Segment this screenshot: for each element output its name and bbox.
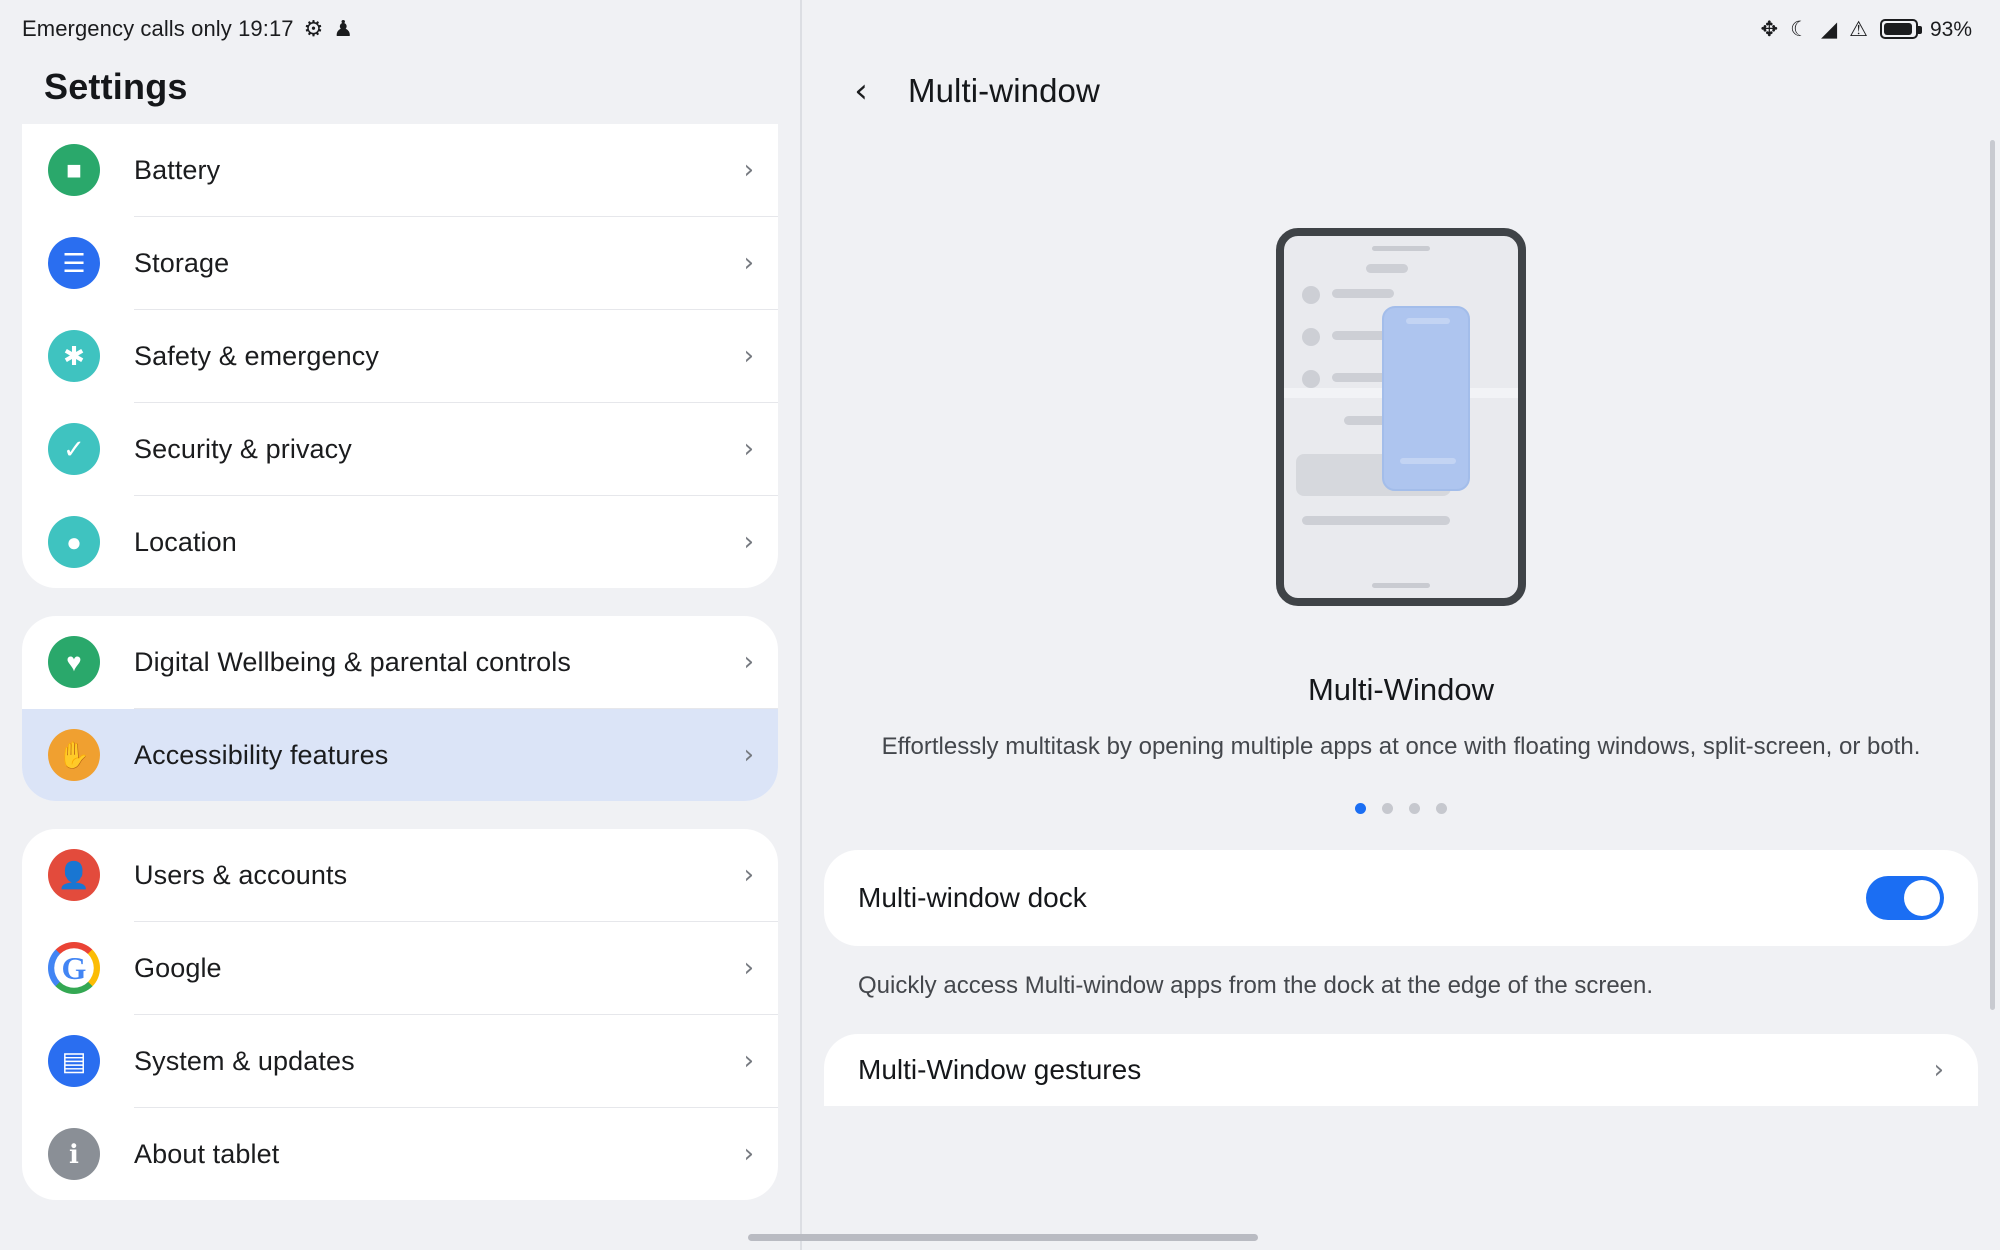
chevron-right-icon: › xyxy=(1933,1054,1944,1085)
chevron-left-icon[interactable]: ‹ xyxy=(854,71,868,111)
list-item-wrap xyxy=(22,1015,778,1108)
sidebar-item-label: System & updates xyxy=(134,1045,355,1076)
sidebar-item-label: Accessibility features xyxy=(134,739,389,770)
illustration-home-indicator xyxy=(1372,583,1430,588)
page-dot-2[interactable] xyxy=(1382,803,1393,814)
sidebar-item-label: Location xyxy=(134,526,237,557)
status-text: Emergency calls only 19:17 xyxy=(22,16,294,41)
gear-icon: ⚙ xyxy=(303,16,324,41)
multi-window-detail-pane xyxy=(802,0,2000,1250)
shield-check-icon: ✓ xyxy=(48,423,100,475)
page-dot-1[interactable] xyxy=(1355,803,1366,814)
asterisk-icon: ✱ xyxy=(48,330,100,382)
vertical-scrollbar[interactable] xyxy=(1990,140,1995,1010)
list-item-wrap xyxy=(22,922,778,1015)
page-title: Settings xyxy=(44,66,188,107)
sidebar-item-label: Storage xyxy=(134,247,230,278)
list-item-wrap xyxy=(22,403,778,496)
hero-description: Effortlessly multitask by opening multiple apps at once with floating windows, split-screen, or both. xyxy=(881,733,1921,760)
illustration-line xyxy=(1406,318,1450,324)
chevron-right-icon: › xyxy=(743,1139,754,1169)
detail-title: Multi-window xyxy=(908,72,1100,109)
setting-row-multi-window-dock[interactable] xyxy=(824,850,1978,946)
chevron-right-icon: › xyxy=(743,155,754,185)
sidebar-item-battery[interactable] xyxy=(22,124,778,216)
sidebar-item-label: Digital Wellbeing & parental controls xyxy=(134,646,571,677)
sidebar-item-label: Users & accounts xyxy=(134,859,348,890)
sidebar-item-label: About tablet xyxy=(134,1138,280,1169)
list-item-wrap xyxy=(22,310,778,403)
tablet-floating-window-illustration xyxy=(1276,228,1526,606)
list-item-wrap xyxy=(22,496,778,588)
list-item-wrap xyxy=(22,709,778,801)
sidebar-item-security-privacy[interactable] xyxy=(22,403,778,495)
wifi-icon: ◢ xyxy=(1820,17,1838,41)
list-item-wrap xyxy=(22,616,778,709)
battery-percent-label: 93% xyxy=(1929,17,1972,41)
system-updates-icon: ▤ xyxy=(48,1035,100,1087)
do-not-disturb-moon-icon: ☾ xyxy=(1790,17,1809,41)
list-item-wrap xyxy=(22,1108,778,1200)
bluetooth-icon: ✥ xyxy=(1760,17,1779,41)
setting-label: Multi-window dock xyxy=(858,881,1087,913)
sidebar-item-google[interactable] xyxy=(22,922,778,1014)
sidebar-item-label: Security & privacy xyxy=(134,433,352,464)
hero-title: Multi-Window xyxy=(1307,672,1495,707)
illustration-line xyxy=(1332,289,1394,298)
sidebar-item-label: Battery xyxy=(134,154,221,185)
status-bar-left xyxy=(0,0,800,58)
settings-list xyxy=(0,124,800,1200)
multi-window-dock-toggle[interactable] xyxy=(1866,876,1944,920)
location-pin-icon: ● xyxy=(48,516,100,568)
page-dot-3[interactable] xyxy=(1409,803,1420,814)
list-item-wrap xyxy=(22,124,778,217)
horizontal-scrollbar[interactable] xyxy=(748,1234,1258,1241)
alert-icon: ⚠ xyxy=(1849,17,1868,41)
list-item-wrap xyxy=(22,829,778,922)
sidebar-item-safety-emergency[interactable] xyxy=(22,310,778,402)
sidebar-item-label: Safety & emergency xyxy=(134,340,379,371)
info-tablet-icon: ℹ xyxy=(48,1128,100,1180)
sidebar-item-location[interactable] xyxy=(22,496,778,588)
illustration-floating-window xyxy=(1382,306,1470,491)
detail-header xyxy=(802,58,2000,122)
chevron-right-icon: › xyxy=(743,953,754,983)
google-logo-icon xyxy=(48,942,100,994)
accessibility-hand-icon: ✋ xyxy=(48,729,100,781)
sidebar-item-accessibility-features[interactable] xyxy=(22,709,778,801)
list-item-wrap xyxy=(22,217,778,310)
illustration-avatar-dot xyxy=(1302,328,1320,346)
sidebar-item-about-tablet[interactable] xyxy=(22,1108,778,1200)
chevron-right-icon: › xyxy=(743,647,754,677)
settings-group-1 xyxy=(22,124,778,588)
carousel-page-dots[interactable] xyxy=(802,803,2000,814)
battery-icon: ■ xyxy=(48,144,100,196)
key-icon: ♟ xyxy=(333,16,354,41)
illustration-line xyxy=(1400,458,1456,464)
sidebar-item-digital-wellbeing[interactable] xyxy=(22,616,778,708)
chevron-right-icon: › xyxy=(743,1046,754,1076)
illustration-line xyxy=(1366,264,1408,273)
illustration-line xyxy=(1302,516,1450,525)
chevron-right-icon: › xyxy=(743,248,754,278)
chevron-right-icon: › xyxy=(743,527,754,557)
chevron-right-icon: › xyxy=(743,341,754,371)
illustration-notch xyxy=(1372,246,1430,251)
battery-icon xyxy=(1880,19,1918,39)
chevron-right-icon: › xyxy=(743,434,754,464)
chevron-right-icon: › xyxy=(743,860,754,890)
storage-icon: ☰ xyxy=(48,237,100,289)
settings-group-3 xyxy=(22,829,778,1200)
person-icon: 👤 xyxy=(48,849,100,901)
page-dot-4[interactable] xyxy=(1436,803,1447,814)
illustration-avatar-dot xyxy=(1302,286,1320,304)
settings-sidebar-pane xyxy=(0,0,800,1250)
sidebar-item-storage[interactable] xyxy=(22,217,778,309)
setting-label: Multi-Window gestures xyxy=(858,1053,1142,1085)
wellbeing-icon: ♥ xyxy=(48,636,100,688)
sidebar-item-label: Google xyxy=(134,952,222,983)
setting-help-text: Quickly access Multi-window apps from the dock at the edge of the screen. xyxy=(858,971,1654,999)
chevron-right-icon: › xyxy=(743,740,754,770)
settings-group-2 xyxy=(22,616,778,801)
setting-row-multi-window-gestures[interactable] xyxy=(824,1034,1978,1106)
sidebar-item-system-updates[interactable] xyxy=(22,1015,778,1107)
illustration-avatar-dot xyxy=(1302,370,1320,388)
sidebar-item-users-accounts[interactable] xyxy=(22,829,778,921)
hero-illustration-area xyxy=(802,122,2000,682)
status-bar-right xyxy=(802,0,2000,58)
